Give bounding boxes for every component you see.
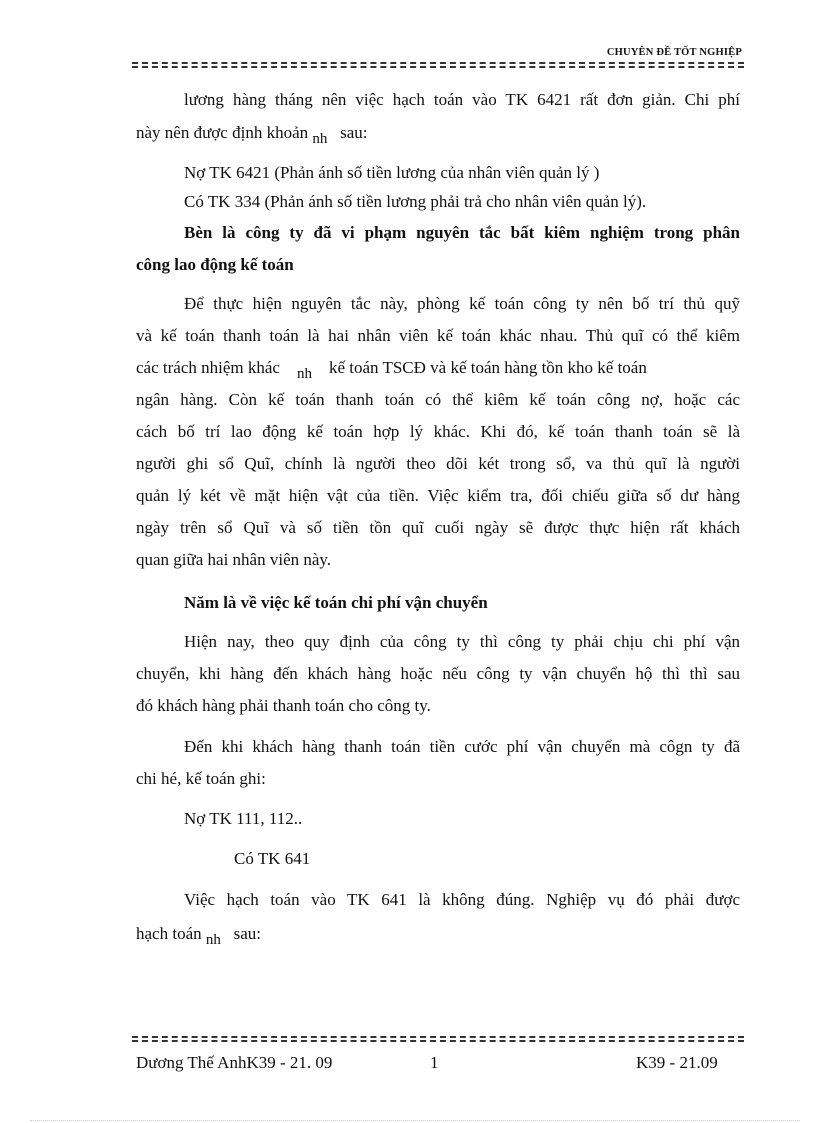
- paragraph-line: người ghi sổ Quĩ, chính là người theo dõi két trong sổ, va thủ quĩ là người: [136, 454, 740, 473]
- footer-class: K39 - 21.09: [636, 1053, 718, 1072]
- section-heading: Bèn là công ty đã vi phạm nguyên tắc bất kiêm nghiệm trong phân: [184, 223, 740, 242]
- journal-entry-credit: Có TK 334 (Phản ánh số tiền lương phải trả cho nhân viên quản lý).: [184, 192, 647, 211]
- header-title: CHUYÊN ĐỀ TỐT NGHIỆP: [606, 47, 742, 58]
- paragraph-line: ngân hàng. Còn kế toán thanh toán có thể kiêm kế toán công nợ, hoặc các: [136, 390, 740, 409]
- footer-author: Dương Thế AnhK39 - 21. 09: [136, 1053, 333, 1072]
- paragraph-line: Để thực hiện nguyên tắc này, phòng kế toán công ty nên bố trí thủ quỹ: [184, 294, 740, 313]
- paragraph-line: ngày trên sổ Quĩ và số tiền tồn quĩ cuối ngày sẽ được thực hiện rất khách: [136, 518, 740, 537]
- paragraph-line: quản lý két về mặt hiện vật của tiền. Việc kiểm tra, đối chiếu giữa số dư hàng: [136, 486, 740, 505]
- paragraph-line: [136, 122, 740, 145]
- text-span: các trách nhiệm khác: [136, 358, 280, 377]
- paragraph-line: lương hàng tháng nên việc hạch toán vào TK 6421 rất đơn giản. Chi phí: [184, 90, 740, 109]
- paragraph-line: chi hé, kế toán ghi:: [136, 769, 266, 788]
- section-heading: Năm là về việc kế toán chi phí vận chuyển: [184, 593, 488, 612]
- page-number: 1: [430, 1053, 439, 1072]
- text-span: nh: [205, 932, 221, 948]
- paragraph-line: Đến khi khách hàng thanh toán tiền cước phí vận chuyển mà côgn ty đã: [184, 737, 740, 756]
- text-span: hạch toán: [136, 924, 202, 943]
- paragraph-line: và kế toán thanh toán là hai nhân viên kế toán khác nhau. Thủ quĩ có thể kiêm: [136, 326, 740, 345]
- page-edge: [30, 1120, 800, 1121]
- footer-rule: [132, 1036, 744, 1038]
- text-span: này nên được định khoản: [136, 123, 309, 142]
- journal-entry-credit: Có TK 641: [234, 849, 311, 868]
- journal-entry-debit: Nợ TK 6421 (Phản ánh số tiền lương của nhân viên quản lý ): [184, 163, 600, 182]
- paragraph-line: cách bố trí lao động kế toán hợp lý khác. Khi đó, kế toán thanh toán sẽ là: [136, 422, 740, 441]
- text-span: kế toán TSCĐ và kế toán hàng tồn kho kế toán: [328, 358, 647, 377]
- text-span: sau:: [340, 123, 368, 142]
- footer-rule-2: [132, 1040, 744, 1042]
- paragraph-line: Việc hạch toán vào TK 641 là không đúng. Nghiệp vụ đó phải được: [184, 890, 740, 909]
- paragraph-line: Hiện nay, theo quy định của công ty thì công ty phải chịu chi phí vận: [184, 632, 740, 651]
- text-span: nh: [312, 131, 328, 147]
- header-rule-2: [132, 66, 744, 68]
- header-rule: [132, 62, 744, 64]
- paragraph-line: [136, 357, 740, 380]
- section-heading-cont: công lao động kế toán: [136, 255, 294, 274]
- paragraph-line: quan giữa hai nhân viên này.: [136, 550, 332, 569]
- text-span: sau:: [233, 924, 261, 943]
- paragraph-line: [136, 923, 740, 946]
- text-span: nh: [296, 366, 312, 382]
- paragraph-line: đó khách hàng phải thanh toán cho công ty.: [136, 696, 431, 715]
- journal-entry-debit: Nợ TK 111, 112..: [184, 809, 303, 828]
- paragraph-line: chuyển, khi hàng đến khách hàng hoặc nếu công ty vận chuyển hộ thì thì sau: [136, 664, 740, 683]
